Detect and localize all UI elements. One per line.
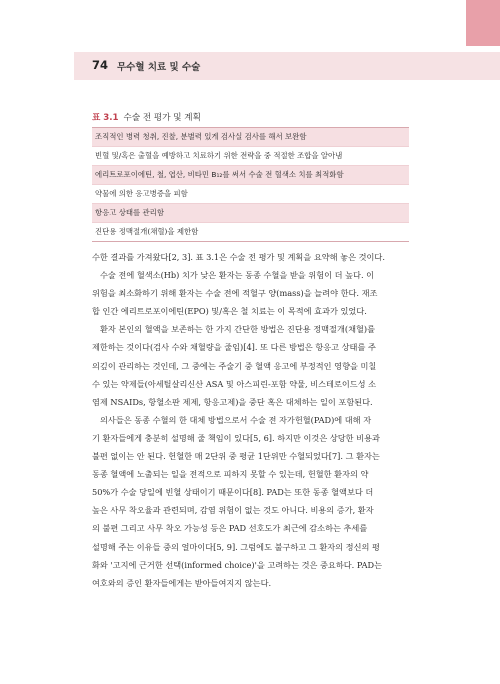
text-line: 염제 NSAIDs, 항혈소판 제제, 항응고제)을 중단 혹은 대체하는 일이 포함된다. [92, 396, 373, 407]
table-title: 수술 전 평가 및 계획 [123, 113, 201, 123]
text-line: 높은 사무 착오율과 관련되며, 감염 위험이 없는 것도 아니다. 비용의 증가, 환자 [92, 505, 374, 516]
table-row: 빈혈 및/혹은 출혈을 예방하고 치료하기 위한 전략을 중 적절한 조합을 알아냄 [92, 147, 409, 166]
text-line: 환자 본인의 혈액을 보존하는 한 가지 간단한 방법은 진단용 정맥절개(채혈)를 [100, 324, 375, 335]
text-line: 기 환자들에게 충분히 설명해 줄 책임이 있다[5, 6]. 하지만 이것은 상당한 비용과 [92, 432, 380, 443]
text-line: 화와 '고지에 근거한 선택(informed choice)'을 고려하는 것은 중요하다. PAD는 [92, 559, 383, 570]
text-line: 제한하는 것이다(검사 수와 채혈량을 줄임)[4]. 또 다른 방법은 항응고 상태를 주 [92, 342, 376, 353]
text-line: 여호와의 증인 환자들에게는 받아들여지지 않는다. [92, 577, 272, 588]
table-row: 에리트로포이에틴, 철, 엽산, 비타민 B₁₂를 써서 수술 전 혈색소 치를 최적화함 [92, 166, 409, 185]
page-number: 74 [92, 58, 109, 72]
text-line: 의깊이 관리하는 것인데, 그 중에는 주술기 중 혈액 응고에 부정적인 영향을 미칠 [92, 360, 377, 371]
text-line: 의 불편 그리고 사무 착오 가능성 등은 PAD 선호도가 최근에 감소하는 추세를 [92, 523, 368, 534]
text-line: 불편 없이는 안 된다. 헌혈한 매 2단위 중 평균 1단위만 수혈되었다[7]. 그 환자는 [92, 451, 380, 462]
table [92, 127, 409, 242]
text-line: 합 인간 에리트로포이에틴(EPO) 및/혹은 철 치료는 이 목적에 효과가 있었다. [92, 306, 367, 317]
table-caption [92, 111, 201, 123]
table-row: 조직적인 병력 청취, 진찰, 분별력 있게 검사실 검사를 해서 보완함 [92, 128, 409, 147]
body-text [92, 248, 427, 592]
text-line: 위험을 최소화하기 위해 환자는 수술 전에 적혈구 양(mass)을 늘려야 한다. 재조 [92, 288, 378, 299]
table-row: 약물에 의한 응고병증을 피함 [92, 185, 409, 204]
text-line: 의사들은 동종 수혈의 한 대체 방법으로서 수술 전 자가헌혈(PAD)에 대해 자 [100, 414, 372, 425]
text-line: 50%가 수술 당일에 빈혈 상태이기 때문이다[8]. PAD는 또한 동종 혈액보다 더 [92, 487, 374, 498]
table-label: 표 3.1 [92, 113, 119, 123]
text-line: 설명해 주는 이유들 중의 얼마이다[5, 9]. 그럼에도 불구하고 그 환자의 정신의 평 [92, 541, 380, 552]
text-line: 수 있는 약제들(아세틸살리신산 ASA 및 아스피린-포함 약물, 비스테로이드성 소 [92, 378, 377, 389]
table-row: 진단용 정맥절개(채혈)을 제한함 [95, 227, 199, 236]
table-row: 항응고 상태를 관리함 [92, 204, 409, 223]
running-title: 무수혈 치료 및 수술 [117, 62, 201, 73]
text-line: 수술 전에 혈색소(Hb) 치가 낮은 환자는 동종 수혈을 받을 위험이 더 높다. 이 [100, 270, 375, 281]
text-line: 수한 결과를 가져왔다[2, 3]. 표 3.1은 수술 전 평가 및 계획을 요약해 놓은 것이다. [92, 252, 385, 262]
text-line: 동종 혈액에 노출되는 일을 전적으로 피하지 못할 수 있는데, 헌혈한 환자의 약 [92, 469, 369, 480]
chapter-tab [466, 0, 500, 46]
